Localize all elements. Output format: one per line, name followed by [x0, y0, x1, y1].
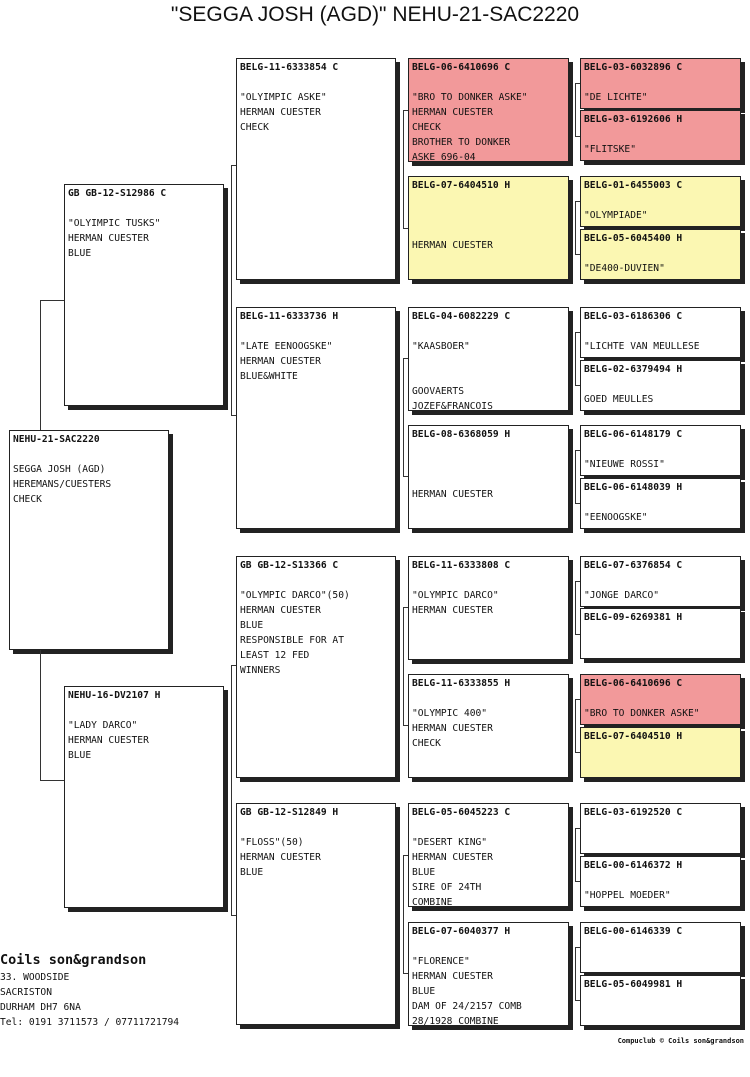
ring-number: BELG-11-6333855 H — [412, 678, 511, 689]
ring-number: BELG-11-6333854 C — [240, 62, 339, 73]
breeder-phone: Tel: 0191 3711573 / 07711721794 — [0, 1017, 180, 1028]
bird-detail: "JONGE DARCO" — [584, 590, 660, 601]
bird-detail: 28/1928 COMBINE — [412, 1016, 499, 1026]
connector-line — [575, 947, 576, 1000]
great-grandparent-card — [408, 922, 569, 1026]
ancestor-card — [580, 176, 741, 227]
connector-line — [575, 828, 576, 881]
connector-line — [403, 358, 404, 476]
ring-number: BELG-07-6404510 H — [412, 180, 511, 191]
connector-line — [575, 828, 580, 829]
connector-line — [575, 1000, 580, 1001]
bird-detail: BLUE — [68, 248, 92, 259]
ring-number: BELG-06-6410696 C — [412, 62, 511, 73]
ring-number: BELG-08-6368059 H — [412, 429, 511, 440]
ring-number: NEHU-21-SAC2220 — [13, 434, 100, 445]
connector-line — [575, 83, 576, 136]
dam-card — [64, 686, 224, 908]
bird-detail: BLUE — [240, 867, 264, 878]
connector-line — [403, 973, 408, 974]
bird-detail: "OLYMPIC 400" — [412, 708, 488, 719]
connector-line — [40, 650, 41, 780]
bird-detail: "FLORENCE" — [412, 956, 470, 967]
bird-detail: "FLOSS"(50) — [240, 837, 304, 848]
ring-number: BELG-03-6032896 C — [584, 62, 683, 73]
connector-line — [575, 503, 580, 504]
bird-detail: CHECK — [240, 122, 269, 133]
breeder-info — [0, 951, 179, 1030]
connector-line — [403, 607, 404, 725]
bird-detail: BROTHER TO DONKER — [412, 137, 511, 148]
ancestor-card — [580, 307, 741, 358]
bird-detail: SIRE OF 24TH — [412, 882, 482, 893]
connector-line — [575, 881, 580, 882]
connector-line — [575, 634, 580, 635]
ring-number: BELG-00-6146372 H — [584, 860, 683, 871]
bird-detail: "OLYMPIADE" — [584, 210, 648, 221]
ancestor-card — [580, 360, 741, 411]
bird-detail: HERMAN CUESTER — [412, 240, 493, 251]
connector-line — [575, 450, 576, 503]
connector-line — [575, 699, 580, 700]
page-title: "SEGGA JOSH (AGD)" NEHU-21-SAC2220 — [170, 3, 580, 26]
ancestor-card — [580, 975, 741, 1026]
ancestor-card — [580, 478, 741, 529]
connector-line — [403, 855, 408, 856]
connector-line — [403, 358, 408, 359]
footer-credit: Compuclub © Coils son&grandson — [617, 1037, 744, 1045]
bird-detail: DAM OF 24/2157 COMB — [412, 1001, 522, 1012]
great-grandparent-card — [408, 425, 569, 529]
bird-detail — [584, 276, 737, 280]
ring-number: BELG-05-6045223 C — [412, 807, 511, 818]
bird-detail — [584, 774, 737, 778]
bird-detail: BLUE — [412, 986, 436, 997]
connector-line — [231, 415, 236, 416]
bird-detail: BLUE — [240, 620, 264, 631]
grandparent-card — [236, 803, 396, 1025]
bird-detail: HERMAN CUESTER — [412, 489, 493, 500]
bird-detail: CHECK — [13, 494, 42, 505]
ancestor-card — [580, 674, 741, 725]
bird-detail: "DESERT KING" — [412, 837, 488, 848]
grandparent-card — [236, 58, 396, 280]
bird-detail: HERMAN CUESTER — [240, 356, 321, 367]
bird-detail: HERMAN CUESTER — [68, 735, 149, 746]
bird-detail: SEGGA JOSH (AGD) — [13, 464, 106, 475]
connector-line — [403, 855, 404, 973]
connector-line — [403, 476, 408, 477]
bird-detail: "LICHTE VAN MEULLESE — [584, 341, 700, 352]
ancestor-card — [580, 556, 741, 607]
connector-line — [40, 300, 41, 430]
ancestor-card — [580, 608, 741, 659]
bird-detail — [584, 721, 737, 725]
bird-detail: JOZEF&FRANCOIS — [412, 401, 493, 411]
connector-line — [403, 110, 408, 111]
bird-detail: "OLYMPIC DARCO" — [412, 590, 499, 601]
bird-detail: "DE400-DUVIEN" — [584, 263, 665, 274]
bird-detail — [584, 655, 737, 659]
ancestor-card — [580, 229, 741, 280]
bird-detail: WINNERS — [240, 665, 281, 676]
ring-number: BELG-07-6376854 C — [584, 560, 683, 571]
great-grandparent-card — [408, 176, 569, 280]
bird-detail: "NIEUWE ROSSI" — [584, 459, 665, 470]
ancestor-card — [580, 110, 741, 161]
bird-detail: BLUE — [68, 750, 92, 761]
bird-detail: "HOPPEL MOEDER" — [584, 890, 671, 901]
bird-detail: HERMAN CUESTER — [412, 723, 493, 734]
ring-number: BELG-05-6049981 H — [584, 979, 683, 990]
ring-number: GB GB-12-S12986 C — [68, 188, 167, 199]
breeder-address-line: 33. WOODSIDE — [0, 972, 70, 983]
bird-detail — [584, 835, 737, 850]
bird-detail — [584, 472, 737, 476]
ancestor-card — [580, 922, 741, 973]
connector-line — [575, 332, 580, 333]
bird-detail — [584, 223, 737, 227]
connector-line — [575, 450, 580, 451]
bird-detail: ASKE 696-04 — [412, 152, 476, 162]
ring-number: BELG-01-6455003 C — [584, 180, 683, 191]
bird-detail — [412, 208, 565, 223]
connector-line — [231, 665, 236, 666]
ring-number: BELG-06-6148179 C — [584, 429, 683, 440]
bird-detail: "LADY DARCO" — [68, 720, 138, 731]
connector-line — [575, 947, 580, 948]
bird-detail: "EENOOGSKE" — [584, 512, 648, 523]
bird-detail — [584, 903, 737, 907]
ancestor-card — [580, 58, 741, 109]
great-grandparent-card — [408, 307, 569, 411]
bird-detail: COMBINE — [412, 897, 453, 907]
bird-detail: "FLITSKE" — [584, 144, 636, 155]
bird-detail: BLUE&WHITE — [240, 371, 298, 382]
connector-line — [403, 110, 404, 228]
bird-detail — [584, 850, 737, 854]
great-grandparent-card — [408, 58, 569, 162]
bird-detail: RESPONSIBLE FOR AT — [240, 635, 344, 646]
bird-detail: CHECK — [412, 122, 441, 133]
ring-number: BELG-07-6404510 H — [584, 731, 683, 742]
grandparent-card — [236, 307, 396, 529]
ring-number: BELG-07-6040377 H — [412, 926, 511, 937]
great-grandparent-card — [408, 803, 569, 907]
bird-detail: BLUE — [412, 867, 436, 878]
bird-detail: HERMAN CUESTER — [240, 605, 321, 616]
bird-detail: "OLYIMPIC ASKE" — [240, 92, 327, 103]
ancestor-card — [580, 425, 741, 476]
bird-detail: "OLYIMPIC TUSKS" — [68, 218, 161, 229]
connector-line — [40, 300, 64, 301]
bird-detail — [584, 603, 737, 607]
grandparent-card — [236, 556, 396, 778]
connector-line — [40, 780, 64, 781]
ring-number: BELG-04-6082229 C — [412, 311, 511, 322]
ring-number: BELG-00-6146339 C — [584, 926, 683, 937]
bird-detail — [584, 157, 737, 161]
bird-detail: HERMAN CUESTER — [412, 852, 493, 863]
connector-line — [575, 136, 580, 137]
bird-detail — [412, 223, 565, 238]
breeder-address-line: SACRISTON — [0, 987, 52, 998]
bird-detail: HERMAN CUESTER — [240, 852, 321, 863]
bird-detail: HEREMANS/CUESTERS — [13, 479, 112, 490]
ring-number: BELG-06-6410696 C — [584, 678, 683, 689]
connector-line — [403, 228, 408, 229]
ring-number: GB GB-12-S12849 H — [240, 807, 339, 818]
bird-detail: "KAASBOER" — [412, 341, 470, 352]
great-grandparent-card — [408, 674, 569, 778]
connector-line — [231, 665, 232, 915]
ancestor-card — [580, 803, 741, 854]
bird-detail: CHECK — [412, 738, 441, 749]
connector-line — [575, 581, 576, 634]
subject-card — [9, 430, 169, 650]
breeder-name: Coils son&grandson — [0, 952, 147, 968]
breeder-address-line: DURHAM DH7 6NA — [0, 1002, 81, 1013]
bird-detail — [412, 354, 565, 369]
connector-line — [575, 752, 580, 753]
bird-detail: HERMAN CUESTER — [412, 605, 493, 616]
bird-detail: HERMAN CUESTER — [240, 107, 321, 118]
ring-number: BELG-03-6186306 C — [584, 311, 683, 322]
ring-number: NEHU-16-DV2107 H — [68, 690, 161, 701]
connector-line — [575, 201, 576, 254]
bird-detail: HERMAN CUESTER — [412, 107, 493, 118]
bird-detail: HERMAN CUESTER — [68, 233, 149, 244]
ancestor-card — [580, 856, 741, 907]
connector-line — [231, 165, 236, 166]
bird-detail — [412, 369, 565, 384]
connector-line — [575, 385, 580, 386]
bird-detail: GOOVAERTS — [412, 386, 464, 397]
ring-number: BELG-06-6148039 H — [584, 482, 683, 493]
bird-detail — [584, 105, 737, 109]
sire-card — [64, 184, 224, 406]
connector-line — [231, 915, 236, 916]
bird-detail: "OLYMPIC DARCO"(50) — [240, 590, 350, 601]
ring-number: GB GB-12-S13366 C — [240, 560, 339, 571]
bird-detail: GOED MEULLES — [584, 394, 654, 405]
ring-number: BELG-03-6192606 H — [584, 114, 683, 125]
bird-detail — [412, 457, 565, 472]
ring-number: BELG-11-6333808 C — [412, 560, 511, 571]
ring-number: BELG-03-6192520 C — [584, 807, 683, 818]
bird-detail: "DE LICHTE" — [584, 92, 648, 103]
connector-line — [403, 725, 408, 726]
connector-line — [575, 581, 580, 582]
bird-detail: "LATE EENOOGSKE" — [240, 341, 333, 352]
bird-detail: LEAST 12 FED — [240, 650, 310, 661]
ring-number: BELG-05-6045400 H — [584, 233, 683, 244]
ancestor-card — [580, 727, 741, 778]
ring-number: BELG-09-6269381 H — [584, 612, 683, 623]
connector-line — [575, 254, 580, 255]
bird-detail — [584, 759, 737, 774]
connector-line — [231, 165, 232, 415]
bird-detail — [412, 472, 565, 487]
connector-line — [403, 607, 408, 608]
bird-detail — [584, 525, 737, 529]
bird-detail — [584, 640, 737, 655]
connector-line — [575, 83, 580, 84]
connector-line — [575, 332, 576, 385]
connector-line — [575, 201, 580, 202]
great-grandparent-card — [408, 556, 569, 660]
connector-line — [575, 699, 576, 752]
ring-number: BELG-02-6379494 H — [584, 364, 683, 375]
bird-detail: "BRO TO DONKER ASKE" — [412, 92, 528, 103]
bird-detail: "BRO TO DONKER ASKE" — [584, 708, 700, 719]
ring-number: BELG-11-6333736 H — [240, 311, 339, 322]
bird-detail: HERMAN CUESTER — [412, 971, 493, 982]
